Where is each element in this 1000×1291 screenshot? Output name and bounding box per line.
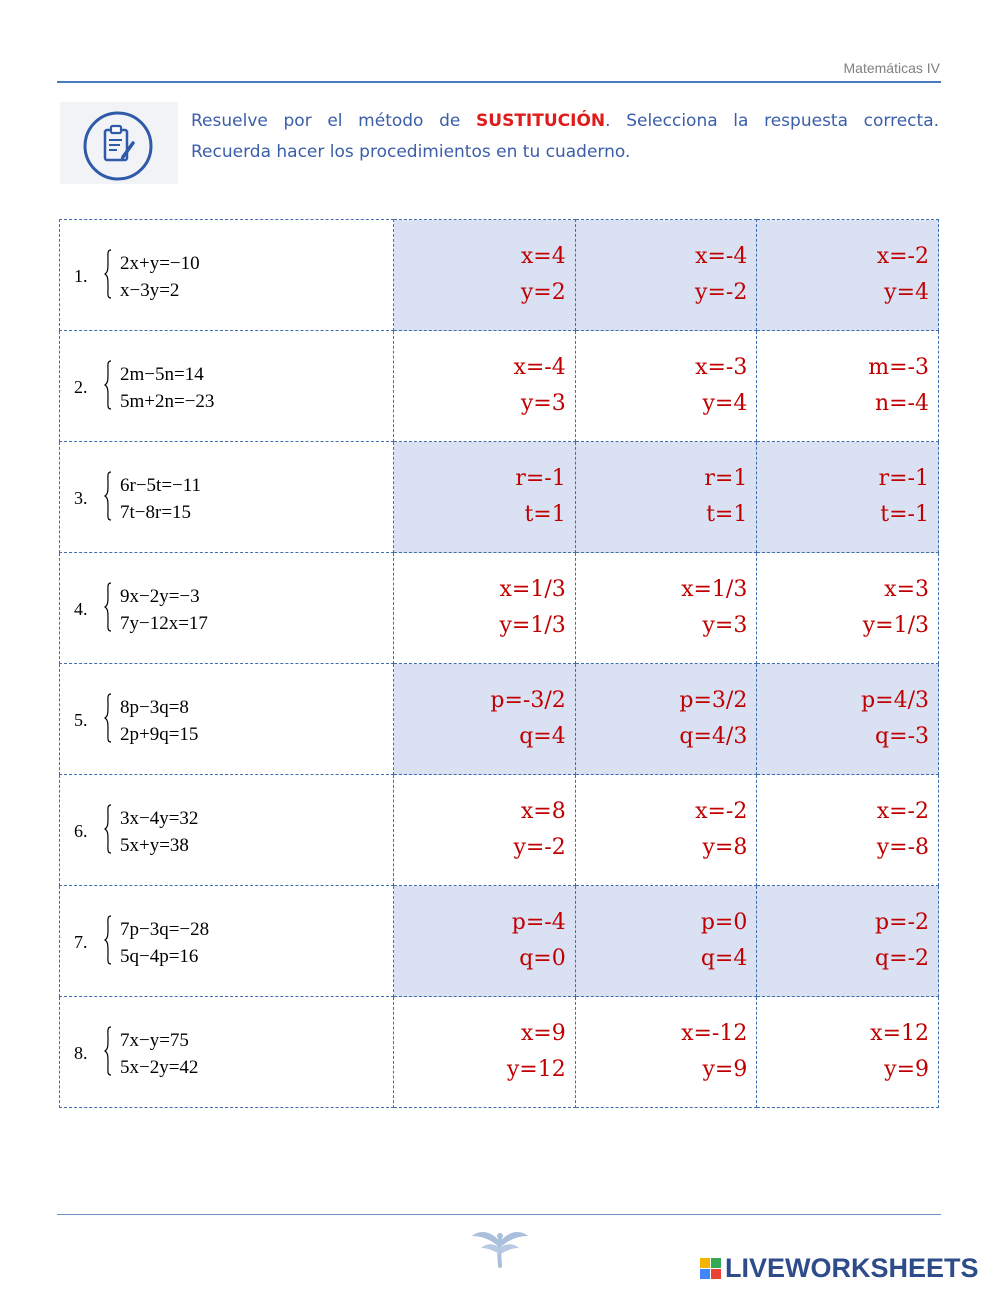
answer-option-6-3[interactable]	[757, 794, 938, 866]
answer-option-1-3[interactable]	[757, 239, 938, 311]
equation-system-cell	[60, 442, 394, 553]
problem-number: 8.	[74, 1043, 88, 1063]
answer-option-cell	[394, 331, 576, 442]
instructions-icon-box	[60, 102, 178, 184]
option-value-1: x=1/3	[681, 577, 748, 602]
brand-name: LIVEWORKSHEETS	[725, 1253, 979, 1283]
answer-option-4-1[interactable]	[394, 572, 575, 644]
option-value-2: t=1	[706, 502, 748, 527]
brand-square	[711, 1258, 721, 1268]
equation-2: 2p+9q=15	[120, 724, 199, 745]
option-value-2: q=-3	[875, 724, 929, 749]
brace-icon	[104, 1026, 112, 1076]
instructions-text-end: . Selecciona la respuesta correcta.	[605, 111, 940, 131]
brace-icon	[104, 360, 112, 410]
answer-option-cell	[575, 220, 757, 331]
option-value-2: t=-1	[880, 502, 929, 527]
option-value-1: x=4	[520, 244, 566, 269]
option-value-2: y=-2	[513, 835, 566, 860]
option-value-1: p=-2	[875, 910, 929, 935]
option-value-2: y=1/3	[499, 613, 566, 638]
answer-option-8-2[interactable]	[576, 1016, 757, 1088]
answer-option-4-3[interactable]	[757, 572, 938, 644]
exercise-row	[60, 775, 939, 886]
option-value-1: x=-2	[876, 244, 929, 269]
problem-number: 6.	[74, 821, 88, 841]
problem-number: 2.	[74, 377, 88, 397]
answer-option-7-3[interactable]	[757, 905, 938, 977]
answer-option-cell	[575, 775, 757, 886]
brand-squares	[700, 1258, 721, 1279]
exercise-row	[60, 553, 939, 664]
equation-system-cell	[60, 331, 394, 442]
option-value-2: y=3	[702, 613, 748, 638]
answer-option-cell	[394, 775, 576, 886]
problem-number: 3.	[74, 488, 88, 508]
option-value-1: p=-4	[511, 910, 566, 935]
equation-1: 7p−3q=−28	[120, 919, 210, 940]
equation-system	[60, 886, 393, 996]
option-value-1: x=-4	[513, 355, 566, 380]
option-value-1: p=4/3	[861, 688, 929, 713]
answer-option-cell	[757, 553, 939, 664]
problem-number: 5.	[74, 710, 88, 730]
answer-option-cell	[575, 664, 757, 775]
option-value-2: y=8	[702, 835, 748, 860]
equation-1: 2x+y=−10	[120, 253, 200, 274]
brace-icon	[104, 693, 112, 743]
equation-system-cell	[60, 664, 394, 775]
problem-number: 4.	[74, 599, 88, 619]
equation-system	[60, 331, 393, 441]
instructions	[191, 106, 939, 168]
answer-option-cell	[394, 442, 576, 553]
answer-option-cell	[757, 331, 939, 442]
problem-number: 7.	[74, 932, 88, 952]
equation-system-cell	[60, 886, 394, 997]
option-value-2: y=12	[506, 1057, 566, 1082]
answer-option-5-2[interactable]	[576, 683, 757, 755]
instructions-line-1	[191, 106, 939, 137]
option-value-1: x=-3	[695, 355, 748, 380]
brand-square	[711, 1269, 721, 1279]
answer-option-cell	[575, 553, 757, 664]
equation-1: 3x−4y=32	[120, 808, 199, 829]
course-title: Matemáticas IV	[843, 60, 940, 76]
answer-option-cell	[757, 220, 939, 331]
answer-option-6-1[interactable]	[394, 794, 575, 866]
method-keyword: SUSTITUCIÓN	[476, 111, 606, 131]
equation-1: 8p−3q=8	[120, 697, 189, 718]
option-value-1: x=8	[520, 799, 566, 824]
equation-1: 2m−5n=14	[120, 364, 204, 385]
answer-option-3-1[interactable]	[394, 461, 575, 533]
option-value-1: x=12	[870, 1021, 929, 1046]
equation-2: 5m+2n=−23	[120, 391, 215, 412]
equation-1: 9x−2y=−3	[120, 586, 200, 607]
answer-option-8-1[interactable]	[394, 1016, 575, 1088]
equation-system	[60, 664, 393, 774]
brace-icon	[104, 471, 112, 521]
equation-1: 6r−5t=−11	[120, 475, 202, 496]
option-value-2: y=4	[702, 391, 748, 416]
option-value-1: x=-12	[681, 1021, 748, 1046]
equation-system-cell	[60, 220, 394, 331]
exercise-row	[60, 664, 939, 775]
equation-system-cell	[60, 775, 394, 886]
answer-option-cell	[757, 997, 939, 1108]
brand-logo	[700, 1253, 979, 1284]
answer-option-2-2[interactable]	[576, 350, 757, 422]
brace-icon	[104, 249, 112, 299]
answer-option-cell	[575, 886, 757, 997]
option-value-1: x=-4	[695, 244, 748, 269]
answer-option-1-1[interactable]	[394, 239, 575, 311]
option-value-2: t=1	[524, 502, 566, 527]
option-value-1: r=1	[704, 466, 748, 491]
answer-option-cell	[757, 775, 939, 886]
option-value-1: p=3/2	[679, 688, 748, 713]
exercise-row	[60, 331, 939, 442]
problem-number: 1.	[74, 266, 88, 286]
option-value-1: r=-1	[515, 466, 566, 491]
footer-rule	[57, 1214, 941, 1215]
answer-option-6-2[interactable]	[576, 794, 757, 866]
option-value-2: y=1/3	[862, 613, 929, 638]
option-value-2: y=9	[702, 1057, 748, 1082]
option-value-2: y=4	[884, 280, 929, 305]
equation-system-cell	[60, 997, 394, 1108]
brace-icon	[104, 582, 112, 632]
answer-option-8-3[interactable]	[757, 1016, 938, 1088]
exercise-row	[60, 220, 939, 331]
option-value-2: y=-8	[876, 835, 929, 860]
answer-option-5-1[interactable]	[394, 683, 575, 755]
brand-square	[700, 1269, 710, 1279]
exercise-grid	[59, 219, 939, 1108]
instructions-text: Resuelve por el método de	[191, 111, 477, 131]
answer-option-cell	[394, 553, 576, 664]
fleur-ornament-icon	[469, 1226, 531, 1268]
answer-option-7-1[interactable]	[394, 905, 575, 977]
equation-2: 7t−8r=15	[120, 502, 192, 523]
answer-option-cell	[394, 664, 576, 775]
option-value-2: q=4	[700, 946, 748, 971]
answer-option-cell	[757, 886, 939, 997]
option-value-2: y=9	[884, 1057, 929, 1082]
answer-option-cell	[575, 331, 757, 442]
answer-option-5-3[interactable]	[757, 683, 938, 755]
option-value-1: p=0	[700, 910, 748, 935]
answer-option-2-3[interactable]	[757, 350, 938, 422]
brand-square	[700, 1258, 710, 1268]
option-value-2: q=-2	[875, 946, 929, 971]
equation-2: x−3y=2	[120, 280, 180, 301]
answer-option-2-1[interactable]	[394, 350, 575, 422]
option-value-2: q=0	[519, 946, 566, 971]
option-value-1: m=-3	[868, 355, 929, 380]
option-value-1: p=-3/2	[490, 688, 566, 713]
equation-1: 7x−y=75	[120, 1030, 189, 1051]
option-value-1: x=-2	[876, 799, 929, 824]
brace-icon	[104, 915, 112, 965]
clipboard-pencil-icon	[82, 110, 154, 182]
option-value-2: y=2	[520, 280, 566, 305]
option-value-1: x=1/3	[499, 577, 566, 602]
answer-option-cell	[394, 220, 576, 331]
equation-system	[60, 997, 393, 1107]
answer-option-cell	[757, 664, 939, 775]
answer-option-1-2[interactable]	[576, 239, 757, 311]
option-value-1: x=3	[884, 577, 929, 602]
answer-option-cell	[394, 886, 576, 997]
equation-system	[60, 553, 393, 663]
instructions-line-2: Recuerda hacer los procedimientos en tu cuaderno.	[191, 142, 631, 162]
brace-icon	[104, 804, 112, 854]
equation-system	[60, 442, 393, 552]
option-value-2: n=-4	[874, 391, 929, 416]
exercise-row	[60, 886, 939, 997]
exercise-row	[60, 442, 939, 553]
answer-option-cell	[757, 442, 939, 553]
answer-option-3-2[interactable]	[576, 461, 757, 533]
option-value-1: x=9	[520, 1021, 566, 1046]
option-value-2: q=4	[519, 724, 566, 749]
exercise-row	[60, 997, 939, 1108]
answer-option-cell	[575, 997, 757, 1108]
equation-2: 5x+y=38	[120, 835, 189, 856]
equation-2: 5q−4p=16	[120, 946, 199, 967]
equation-2: 7y−12x=17	[120, 613, 208, 634]
answer-option-3-3[interactable]	[757, 461, 938, 533]
option-value-2: q=4/3	[679, 724, 748, 749]
answer-option-4-2[interactable]	[576, 572, 757, 644]
answer-option-7-2[interactable]	[576, 905, 757, 977]
option-value-2: y=3	[520, 391, 566, 416]
equation-2: 5x−2y=42	[120, 1057, 199, 1078]
option-value-1: x=-2	[695, 799, 748, 824]
answer-option-cell	[394, 997, 576, 1108]
option-value-1: r=-1	[878, 466, 929, 491]
equation-system-cell	[60, 553, 394, 664]
header-rule	[57, 81, 941, 83]
answer-option-cell	[575, 442, 757, 553]
option-value-2: y=-2	[695, 280, 748, 305]
equation-system	[60, 220, 393, 330]
equation-system	[60, 775, 393, 885]
